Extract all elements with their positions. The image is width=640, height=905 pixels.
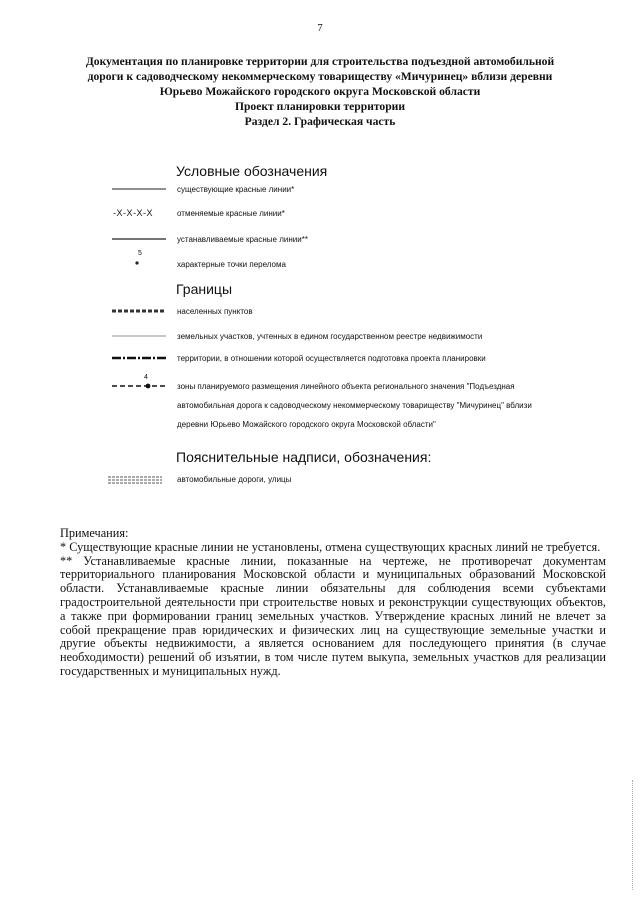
scan-edge-marks <box>632 780 636 890</box>
conventions-title: Условные обозначения <box>176 163 328 179</box>
zone-label-line-3: деревни Юрьево Можайского городского округа Московской области" <box>177 420 436 429</box>
planning-territory-border-symbol <box>112 355 168 361</box>
land-plots-border-symbol <box>112 333 168 339</box>
established-red-lines-label: устанавливаемые красные линии** <box>177 235 308 244</box>
zone-number: 4 <box>144 374 148 381</box>
zone-border-symbol <box>112 382 168 390</box>
break-point-number: 5 <box>138 250 142 257</box>
heading-line-2: дороги к садоводческому некоммерческому товариществу «Мичуринец» вблизи деревни <box>87 70 553 83</box>
existing-red-lines-label: существующие красные линии* <box>177 185 295 194</box>
heading-line-1: Документация по планировке территории для строительства подъездной автомобильной <box>85 55 555 68</box>
heading-line-4: Проект планировки территории <box>234 100 406 113</box>
zone-label-line-2: автомобильная дорога к садоводческому некоммерческому товариществу "Мичуринец" вблизи <box>177 401 532 410</box>
zone-label-line-1: зоны планируемого размещения линейного объекта регионального значения "Подъездная <box>177 382 515 391</box>
planning-territory-label: территории, в отношении которой осуществляется подготовка проекта планировки <box>177 354 486 363</box>
heading-line-3: Юрьево Можайского городского округа Московской области <box>159 85 481 98</box>
existing-red-line-symbol <box>112 186 168 192</box>
roads-label: автомобильные дороги, улицы <box>177 475 292 484</box>
cancelled-red-line-symbol: -X-X-X-X <box>113 208 153 218</box>
break-point-symbol <box>134 260 140 266</box>
document-heading <box>70 54 570 129</box>
notes-block <box>60 527 606 679</box>
heading-line-5: Раздел 2. Графическая часть <box>244 115 396 128</box>
explanatory-title: Пояснительные надписи, обозначения: <box>176 449 432 465</box>
notes-title: Примечания: <box>60 526 129 540</box>
cancelled-red-lines-label: отменяемые красные линии* <box>177 209 285 218</box>
note-2: ** Устанавливаемые красные линии, показанные на чертеже, не противоречат документам территориального планирования Московской области и муниципальных образований Московской области. Устанавливаемые красные линии обязательны для соблюдения всеми субъектами градостроительной деятельности при строительстве новых и реконструкции существующих объектов, а также при формировании границ земельных участков. Утверждение красных линий не влечет за собой прекращение прав юридических и физических лиц на существующие земельные участки и другие объекты недвижимости, а является основанием для последующего принятия (в случае необходимости) решений об изъятии, в том числе путем выкупа, земельных участков для реализации государственных и муниципальных нужд. <box>60 553 606 678</box>
settlements-border-symbol <box>112 308 168 314</box>
land-plots-label: земельных участков, учтенных в едином государственном реестре недвижимости <box>177 332 483 341</box>
established-red-line-symbol <box>112 236 168 242</box>
borders-title: Границы <box>176 281 232 297</box>
note-1: * Существующие красные линии не установлены, отмена существующих красных линий не требуется. <box>60 539 601 554</box>
settlements-label: населенных пунктов <box>177 307 253 316</box>
break-points-label: характерные точки перелома <box>177 260 286 269</box>
page-number: 7 <box>317 22 323 34</box>
roads-symbol <box>108 475 164 485</box>
